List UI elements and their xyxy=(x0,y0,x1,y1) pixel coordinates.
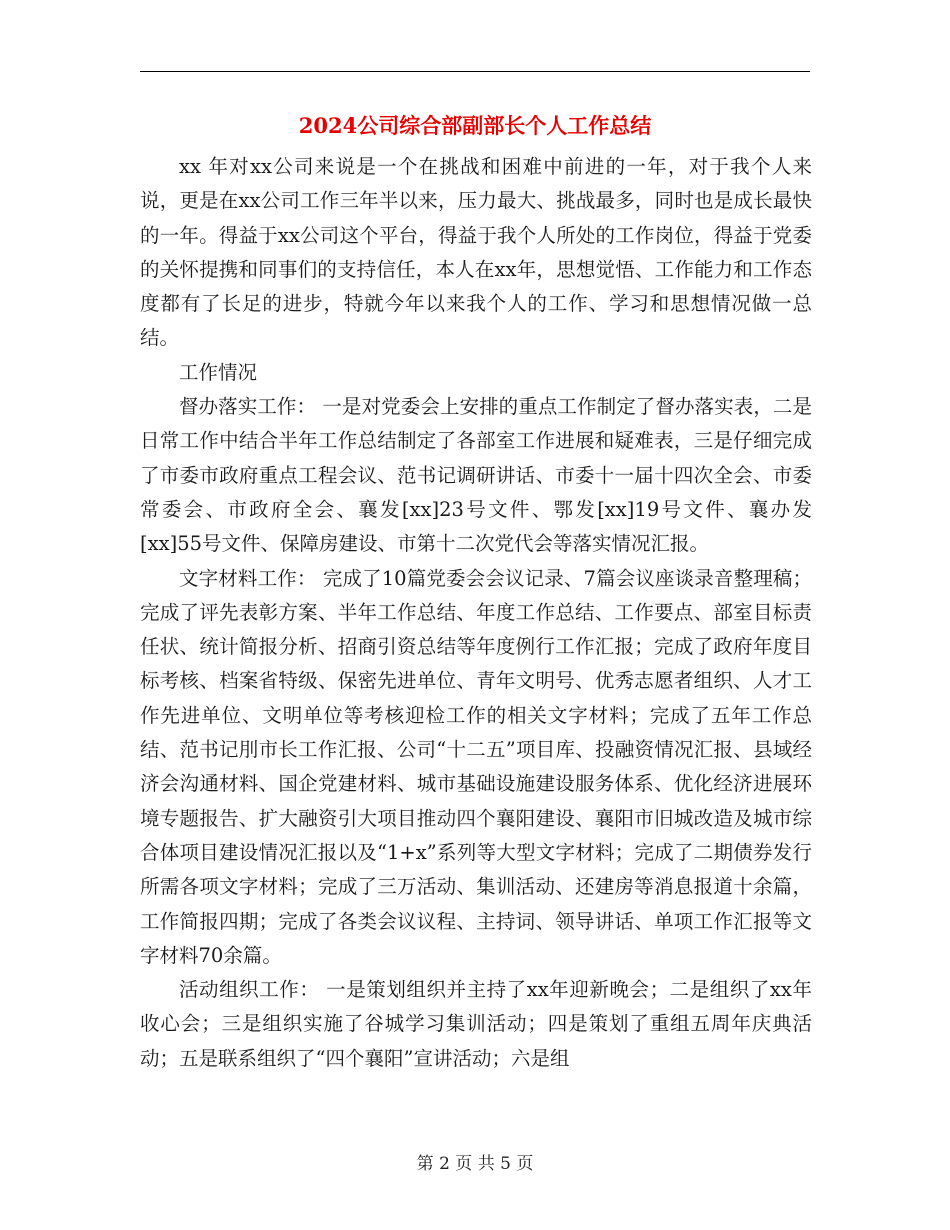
page-number-footer: 第 2 页 共 5 页 xyxy=(416,1154,534,1174)
header-rule xyxy=(140,71,810,72)
document-body xyxy=(140,150,812,1076)
writing-materials-paragraph: 文字材料工作： 完成了10篇党委会会议记录、7篇会议座谈录音整理稿；完成了评先表彰方案、半年工作总结、年度工作总结、工作要点、部室目标责任状、统计简报分析、招商引资总结等年度例行工作汇报；完成了政府年度目标考核、档案省特级、保密先进单位、青年文明号、优秀志愿者组织、人才工作先进单位、文明单位等考核迎检工作的相关文字材料；完成了五年工作总结、范书记刖市长工作汇报、公司“十二五”项目库、投融资情况汇报、县域经济会沟通材料、国企党建材料、城市基础设施建设服务体系、优化经济进展环境专题报告、扩大融资引大项目推动四个襄阳建设、襄阳市旧城改造及城市综合体项目建设情况汇报以及“1+x”系列等大型文字材料；完成了二期债券发行所需各项文字材料；完成了三万活动、集训活动、还建房等消息报道十余篇，工作简报四期；完成了各类会议议程、主持词、领导讲话、单项工作汇报等文字材料70余篇。 xyxy=(140,566,812,967)
intro-paragraph: xx 年对xx公司来说是一个在挑战和困难中前进的一年，对于我个人来说，更是在xx公司工作三年半以来，压力最大、挑战最多，同时也是成长最快的一年。得益于xx公司这个平台，得益于我个人所处的工作岗位，得益于党委的关怀提携和同事们的支持信任，本人在xx年，思想觉悟、工作能力和工作态度都有了长足的进步，特就今年以来我个人的工作、学习和思想情况做一总结。 xyxy=(140,155,812,350)
supervision-paragraph: 督办落实工作： 一是对党委会上安排的重点工作制定了督办落实表，二是日常工作中结合半年工作总结制定了各部室工作进展和疑难表，三是仔细完成了市委市政府重点工程会议、范书记调研讲话、市委十一届十四次全会、市委常委会、市政府全会、襄发[xx]23号文件、鄂发[xx]19号文件、襄办发[xx]55号文件、保障房建设、市第十二次党代会等落实情况汇报。 xyxy=(140,395,812,556)
event-organization-paragraph: 活动组织工作： 一是策划组织并主持了xx年迎新晚会；二是组织了xx年收心会；三是组织实施了谷城学习集训活动；四是策划了重组五周年庆典活动；五是联系组织了“四个襄阳”宣讲活动；六是组 xyxy=(140,978,812,1070)
document-title: 2024公司综合部副部长个人工作总结 xyxy=(298,113,652,138)
section-heading-work-status: 工作情况 xyxy=(179,360,258,384)
